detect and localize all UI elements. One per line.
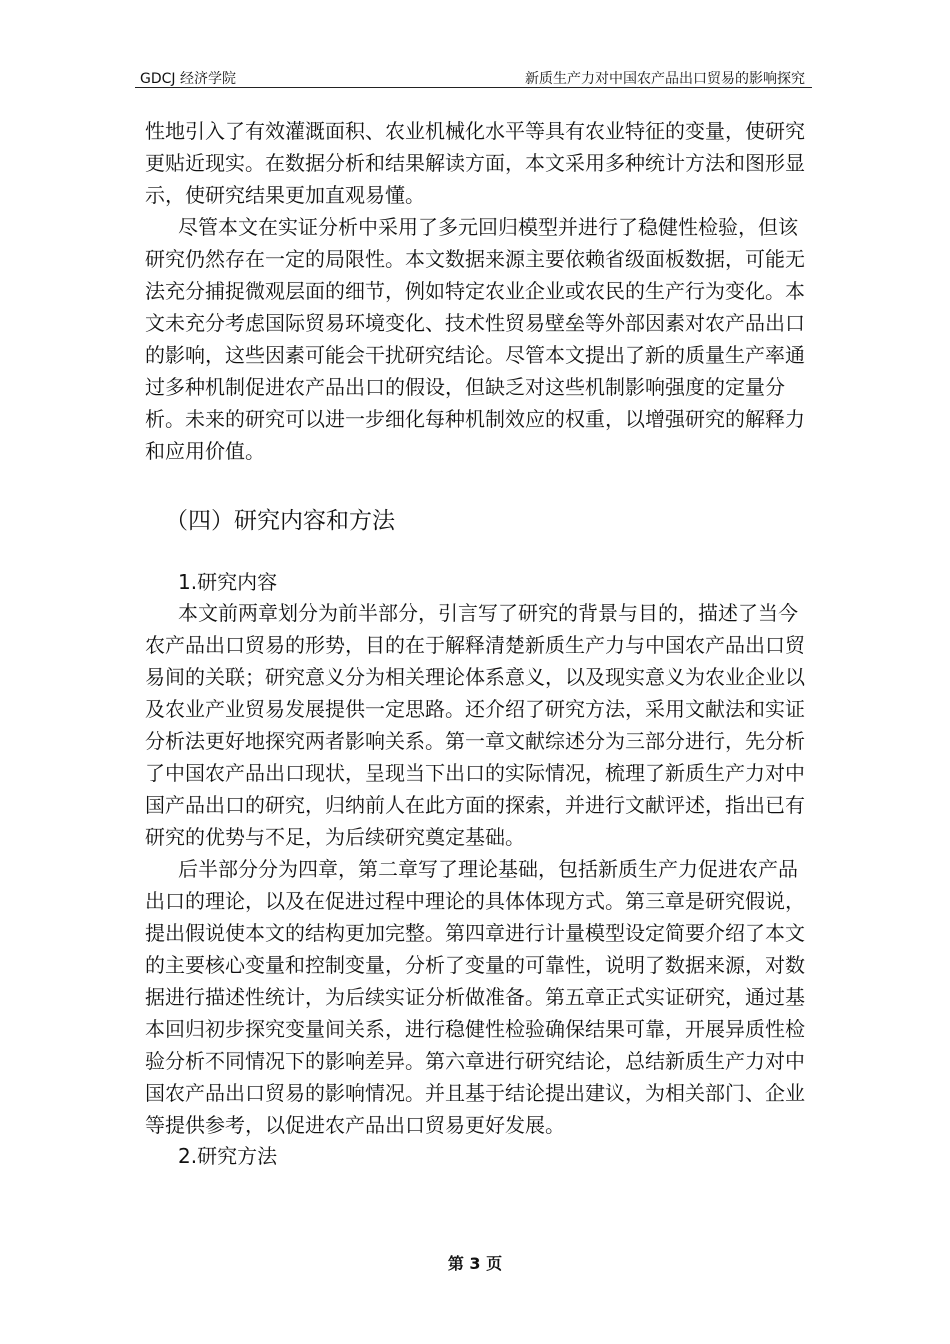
paragraph-line: 研究仍然存在一定的局限性。本文数据来源主要依赖省级面板数据，可能无 <box>145 247 805 271</box>
subsection-1-body <box>145 597 805 1141</box>
paragraph-line: 析。未来的研究可以进一步细化每种机制效应的权重，以增强研究的解释力 <box>145 407 805 431</box>
header-rule <box>135 87 812 88</box>
paragraph-line: 出口的理论，以及在促进过程中理论的具体体现方式。第三章是研究假说， <box>145 889 805 913</box>
paragraph-line: 农产品出口贸易的形势，目的在于解释清楚新质生产力与中国农产品出口贸 <box>145 633 805 657</box>
paragraph-line: 后半部分分为四章，第二章写了理论基础，包括新质生产力促进农产品 <box>178 857 798 881</box>
paragraph-line: 更贴近现实。在数据分析和结果解读方面，本文采用多种统计方法和图形显 <box>145 151 805 175</box>
paragraph-line: 国产品出口的研究，归纳前人在此方面的探索，并进行文献评述，指出已有 <box>145 793 805 817</box>
paragraph-line: 验分析不同情况下的影响差异。第六章进行研究结论，总结新质生产力对中 <box>145 1049 805 1073</box>
paragraph-line: 本回归初步探究变量间关系，进行稳健性检验确保结果可靠，开展异质性检 <box>145 1017 805 1041</box>
paragraph-line: 等提供参考，以促进农产品出口贸易更好发展。 <box>145 1113 565 1137</box>
paragraph-line: 尽管本文在实证分析中采用了多元回归模型并进行了稳健性检验，但该 <box>178 215 798 239</box>
paragraph-line: 示，使研究结果更加直观易懂。 <box>145 183 425 207</box>
paragraph-line: 分析法更好地探究两者影响关系。第一章文献综述分为三部分进行，先分析 <box>145 729 805 753</box>
paragraph-line: 性地引入了有效灌溉面积、农业机械化水平等具有农业特征的变量，使研究 <box>145 119 805 143</box>
paragraph-line: 了中国农产品出口现状，呈现当下出口的实际情况，梳理了新质生产力对中 <box>145 761 805 785</box>
paragraph-line: 提出假说使本文的结构更加完整。第四章进行计量模型设定简要介绍了本文 <box>145 921 805 945</box>
paragraph-line: 本文前两章划分为前半部分，引言写了研究的背景与目的，描述了当今 <box>178 601 798 625</box>
paragraph-line: 研究的优势与不足，为后续研究奠定基础。 <box>145 825 525 849</box>
paragraph-line: 据进行描述性统计，为后续实证分析做准备。第五章正式实证研究，通过基 <box>145 985 805 1009</box>
header-right: 新质生产力对中国农产品出口贸易的影响探究 <box>525 71 805 87</box>
paragraph-line: 过多种机制促进农产品出口的假设，但缺乏对这些机制影响强度的定量分 <box>145 375 785 399</box>
subsection-2-title: 2.研究方法 <box>178 1144 278 1168</box>
paragraph-line: 易间的关联；研究意义分为相关理论体系意义，以及现实意义为农业企业以 <box>145 665 805 689</box>
paragraph-line: 和应用价值。 <box>145 439 265 463</box>
subsection-1-title: 1.研究内容 <box>178 570 278 594</box>
body-top <box>145 115 805 467</box>
paragraph-line: 的主要核心变量和控制变量，分析了变量的可靠性，说明了数据来源，对数 <box>145 953 805 977</box>
paragraph-line: 的影响，这些因素可能会干扰研究结论。尽管本文提出了新的质量生产率通 <box>145 343 805 367</box>
paragraph-line: 国农产品出口贸易的影响情况。并且基于结论提出建议，为相关部门、企业 <box>145 1081 805 1105</box>
header-left: GDCJ 经济学院 <box>140 71 236 87</box>
paragraph-line: 法充分捕捉微观层面的细节，例如特定农业企业或农民的生产行为变化。本 <box>145 279 805 303</box>
paragraph-line: 文未充分考虑国际贸易环境变化、技术性贸易壁垒等外部因素对农产品出口 <box>145 311 805 335</box>
paragraph-line: 及农业产业贸易发展提供一定思路。还介绍了研究方法，采用文献法和实证 <box>145 697 805 721</box>
page-number: 第 3 页 <box>447 1254 503 1273</box>
section-heading: （四）研究内容和方法 <box>165 508 395 534</box>
